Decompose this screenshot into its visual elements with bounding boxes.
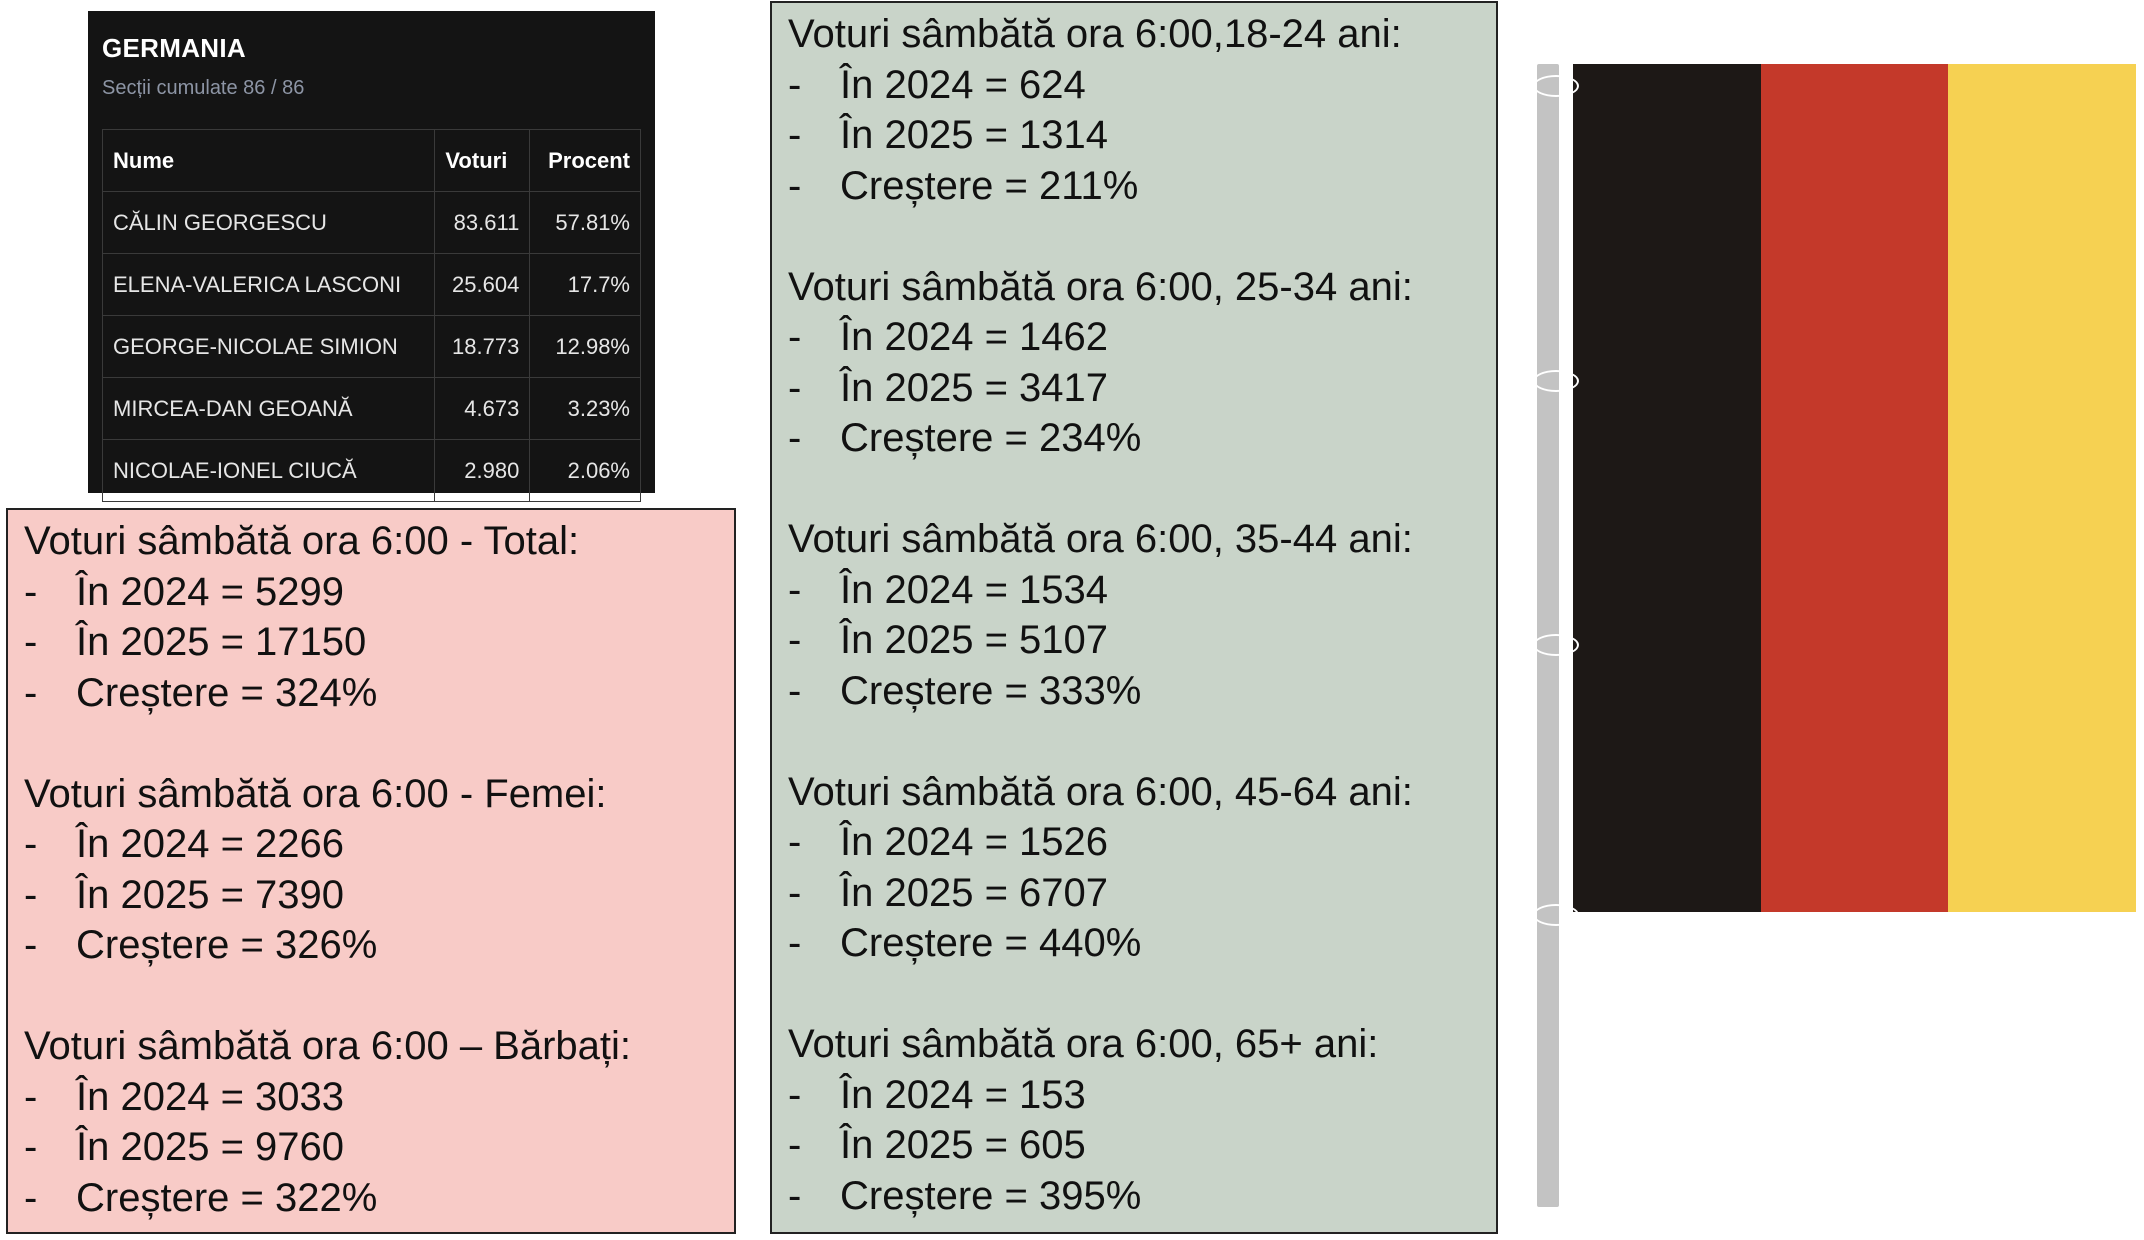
stats-group-total: [24, 516, 734, 718]
stats-line: [788, 666, 1496, 717]
stats-line: [788, 413, 1496, 464]
stats-value: În 2025 = 5107: [840, 618, 1109, 662]
candidate-name: MIRCEA-DAN GEOANĂ: [103, 378, 435, 440]
candidate-percent: 2.06%: [530, 440, 641, 502]
table-row: [103, 254, 641, 316]
candidate-percent: 17.7%: [530, 254, 641, 316]
table-row: [103, 192, 641, 254]
bullet-dash: -: [788, 1123, 802, 1167]
stats-value: Creștere = 326%: [76, 923, 378, 967]
bullet-dash: -: [788, 618, 802, 662]
bullet-dash: -: [24, 670, 38, 715]
stats-value: În 2025 = 605: [840, 1123, 1086, 1167]
bullet-dash: -: [788, 365, 802, 410]
flag-ring: [1533, 370, 1579, 392]
germany-flag: [1573, 64, 2136, 912]
stats-line: [788, 60, 1496, 111]
table-header-row: [103, 130, 641, 192]
candidate-votes: 83.611: [435, 192, 530, 254]
bullet-dash: -: [24, 1074, 38, 1119]
bullet-dash: -: [24, 620, 38, 664]
flag-ring: [1533, 904, 1579, 926]
stats-value: În 2024 = 1534: [840, 567, 1109, 612]
vote-stats-by-age-box: [770, 1, 1498, 1234]
stats-group-35-44: [788, 514, 1496, 716]
stats-value: În 2025 = 7390: [76, 872, 345, 917]
stats-group-45-64: [788, 767, 1496, 969]
stats-line: [788, 363, 1496, 414]
bullet-dash: -: [24, 569, 38, 614]
stats-value: În 2024 = 624: [840, 62, 1086, 107]
stats-line: [788, 918, 1496, 969]
results-subtitle: Secții cumulate 86 / 86: [102, 77, 305, 99]
bullet-dash: -: [788, 921, 802, 965]
candidate-votes: 2.980: [435, 440, 530, 502]
bullet-dash: -: [788, 1173, 802, 1218]
stats-heading: Voturi sâmbătă ora 6:00 - Total:: [24, 519, 580, 563]
stats-value: Creștere = 440%: [840, 921, 1142, 965]
table-row: [103, 378, 641, 440]
stats-group-25-34: [788, 262, 1496, 464]
stats-value: În 2024 = 5299: [76, 569, 345, 614]
stats-value: În 2024 = 2266: [76, 822, 345, 866]
bullet-dash: -: [24, 1175, 38, 1220]
candidate-percent: 12.98%: [530, 316, 641, 378]
stats-value: În 2024 = 1526: [840, 820, 1109, 864]
bullet-dash: -: [24, 822, 38, 866]
stats-heading: Voturi sâmbătă ora 6:00,18-24 ani:: [788, 12, 1402, 56]
stats-line: [788, 161, 1496, 212]
stats-group-65-plus: [788, 1019, 1496, 1221]
stats-heading: Voturi sâmbătă ora 6:00, 25-34 ani:: [788, 264, 1413, 309]
stats-heading: Voturi sâmbătă ora 6:00 - Femei:: [24, 771, 607, 816]
stats-value: Creștere = 324%: [76, 670, 378, 715]
results-table: [102, 129, 641, 502]
stats-line: [788, 565, 1496, 616]
stats-line: [24, 617, 734, 668]
stats-line: [788, 615, 1496, 666]
candidate-votes: 18.773: [435, 316, 530, 378]
table-row: [103, 440, 641, 502]
stats-line: [24, 1072, 734, 1123]
results-panel: [88, 11, 655, 493]
stats-line: [24, 870, 734, 921]
vote-stats-by-gender-box: [6, 508, 736, 1234]
candidate-votes: 4.673: [435, 378, 530, 440]
bullet-dash: -: [788, 62, 802, 107]
bullet-dash: -: [24, 872, 38, 917]
bullet-dash: -: [788, 870, 802, 915]
stats-line: [788, 1070, 1496, 1121]
stats-value: În 2024 = 153: [840, 1072, 1086, 1117]
table-row: [103, 316, 641, 378]
flag-stripe-gold: [1948, 64, 2136, 912]
stats-value: În 2024 = 1462: [840, 315, 1109, 359]
stats-line: [788, 1171, 1496, 1222]
candidate-percent: 3.23%: [530, 378, 641, 440]
stats-line: [788, 868, 1496, 919]
stats-value: În 2025 = 3417: [840, 365, 1109, 410]
stats-line: [24, 920, 734, 971]
column-header-procent: Procent: [530, 130, 641, 192]
stats-line: [788, 817, 1496, 868]
stats-line: [24, 1122, 734, 1173]
stats-heading: Voturi sâmbătă ora 6:00, 35-44 ani:: [788, 517, 1413, 561]
stats-value: Creștere = 333%: [840, 668, 1142, 713]
stats-heading: Voturi sâmbătă ora 6:00, 65+ ani:: [788, 1022, 1379, 1066]
flag-stripe-black: [1573, 64, 1761, 912]
stats-heading: Voturi sâmbătă ora 6:00 – Bărbați:: [24, 1024, 632, 1068]
stats-value: Creștere = 395%: [840, 1173, 1142, 1218]
stats-value: În 2025 = 9760: [76, 1125, 345, 1169]
bullet-dash: -: [788, 315, 802, 359]
bullet-dash: -: [788, 163, 802, 208]
stats-value: În 2025 = 6707: [840, 870, 1109, 915]
candidate-percent: 57.81%: [530, 192, 641, 254]
candidate-name: ELENA-VALERICA LASCONI: [103, 254, 435, 316]
bullet-dash: -: [788, 567, 802, 612]
bullet-dash: -: [788, 1072, 802, 1117]
flag-ring: [1533, 634, 1579, 656]
results-title: GERMANIA: [102, 33, 246, 63]
stats-group-men: [24, 1021, 734, 1223]
column-header-voturi: Voturi: [435, 130, 530, 192]
flag-ring: [1533, 75, 1579, 97]
stats-group-women: [24, 769, 734, 971]
stats-value: Creștere = 322%: [76, 1175, 378, 1220]
bullet-dash: -: [24, 923, 38, 967]
bullet-dash: -: [788, 416, 802, 460]
bullet-dash: -: [788, 113, 802, 157]
stats-value: În 2025 = 1314: [840, 113, 1109, 157]
stats-heading: Voturi sâmbătă ora 6:00, 45-64 ani:: [788, 769, 1413, 814]
bullet-dash: -: [788, 820, 802, 864]
stats-line: [788, 1120, 1496, 1171]
stats-line: [788, 312, 1496, 363]
candidate-name: NICOLAE-IONEL CIUCĂ: [103, 440, 435, 502]
stats-line: [24, 1173, 734, 1224]
stats-line: [24, 819, 734, 870]
stats-line: [24, 567, 734, 618]
candidate-name: GEORGE-NICOLAE SIMION: [103, 316, 435, 378]
flag-stripe-red: [1761, 64, 1949, 912]
stats-line: [788, 110, 1496, 161]
stats-value: Creștere = 234%: [840, 416, 1142, 460]
column-header-nume: Nume: [103, 130, 435, 192]
candidate-name: CĂLIN GEORGESCU: [103, 192, 435, 254]
bullet-dash: -: [24, 1125, 38, 1169]
stats-group-18-24: [788, 9, 1496, 211]
stats-value: În 2025 = 17150: [76, 620, 367, 664]
bullet-dash: -: [788, 668, 802, 713]
candidate-votes: 25.604: [435, 254, 530, 316]
stats-line: [24, 668, 734, 719]
stats-value: În 2024 = 3033: [76, 1074, 345, 1119]
stats-value: Creștere = 211%: [840, 163, 1139, 208]
